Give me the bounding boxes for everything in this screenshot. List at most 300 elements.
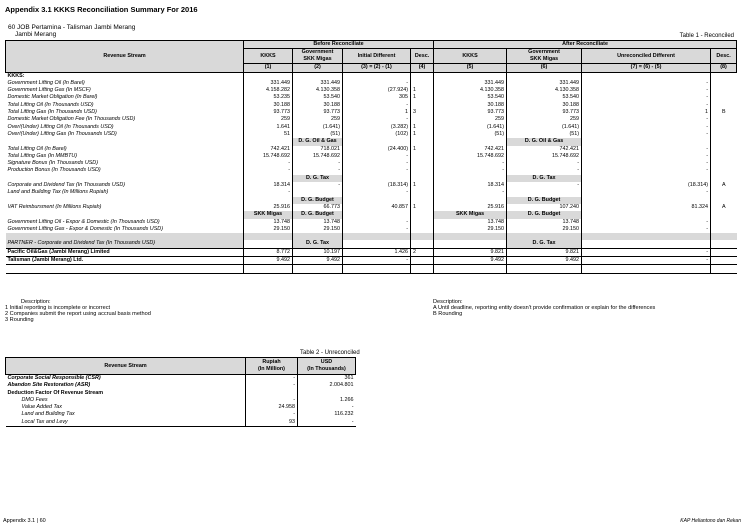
t2-usd-label: USD [320, 359, 333, 365]
cell-initial-diff: (18.314) [343, 182, 411, 189]
desc-left-item: 3 Rounding [5, 317, 34, 323]
cell-gov-before: 15.748.692 [293, 153, 343, 160]
col-revenue-stream: Revenue Stream [6, 41, 244, 73]
spacer-cell [244, 233, 293, 240]
cell-desc-before: 1 [411, 182, 434, 189]
closing-cell [711, 265, 737, 273]
cell-initial-diff: - [343, 116, 411, 123]
group-row [6, 72, 737, 80]
cell-desc-before [411, 102, 434, 109]
col-num-1: (1) [244, 64, 293, 72]
cell-kkks-after: 15.748.692 [434, 153, 507, 160]
row-label: Land and Building Tax [21, 411, 75, 418]
closing-cell [244, 265, 293, 273]
empty-cell [293, 72, 343, 80]
section-label [582, 138, 711, 145]
cell-usd: - [298, 419, 356, 427]
cell-unrec-diff: - [582, 257, 711, 265]
cell-usd: 116.232 [298, 411, 356, 418]
closing-cell [582, 265, 711, 273]
section-label: SKK Migas [244, 211, 293, 218]
row-label: VAT Reimbursment (In Millions Rupiah) [7, 203, 102, 210]
cell-desc-before [411, 257, 434, 265]
cell-rupiah: - [246, 397, 298, 404]
closing-cell [293, 265, 343, 273]
cell-kkks-before: 1.641 [244, 124, 293, 131]
cell-kkks-after: - [434, 167, 507, 174]
unreconciled-table [5, 357, 356, 427]
section-label: D. G. Budget [293, 197, 343, 204]
cell-rupiah: - [246, 411, 298, 418]
cell-unrec-diff: - [582, 80, 711, 87]
table-row [6, 182, 737, 189]
cell-desc-before [411, 116, 434, 123]
col-num-2: (2) [293, 64, 343, 72]
cell-desc-after [711, 153, 737, 160]
row-label: Signature Bonus (In Thousands USD) [7, 160, 98, 167]
deduction-row [6, 390, 356, 397]
section-spacer [6, 211, 244, 218]
row-label: Abandon Site Restoration (ASR) [7, 382, 91, 389]
row-label: Total Lifting Gas (In Thousands USD) [7, 109, 97, 116]
cell-gov-after: 15.748.692 [507, 153, 582, 160]
empty-cell [711, 72, 737, 80]
cell-kkks-before: 4.158.282 [244, 87, 293, 94]
closing-cell [411, 265, 434, 273]
row-label: Total Lifting Oil (In Thousands USD) [7, 101, 94, 108]
section-label [411, 197, 434, 204]
cell-gov-after: 13.748 [507, 219, 582, 226]
cell-desc-before: 1 [411, 124, 434, 131]
cell-gov-after: (51) [507, 131, 582, 138]
cell-initial-diff: (3.282) [343, 124, 411, 131]
section-label [244, 175, 293, 182]
cell-desc-before [411, 160, 434, 167]
section-label: D. G. Tax [507, 240, 582, 248]
cell-unrec-diff: - [582, 124, 711, 131]
t2-col-revenue: Revenue Stream [6, 358, 246, 375]
cell-gov-after: 29.150 [507, 226, 582, 233]
closing-row [6, 265, 737, 273]
table-row [6, 167, 737, 174]
cell-gov-before: 4.130.358 [293, 87, 343, 94]
cell-gov-before: 53.540 [293, 94, 343, 101]
spacer-cell [582, 233, 711, 240]
closing-cell [434, 265, 507, 273]
cell-kkks-before: 9.492 [244, 257, 293, 265]
cell-unrec-diff: - [582, 226, 711, 233]
cell-gov-after: - [507, 182, 582, 189]
cell-gov-after: 331.449 [507, 80, 582, 87]
section-label [411, 175, 434, 182]
desc-right-item: B Rounding [433, 311, 463, 317]
cell-usd: 1.266 [298, 397, 356, 404]
cell-initial-diff: (24.400) [343, 146, 411, 153]
desc-left-item: 2 Companies submit the report using accrual basis method [5, 311, 151, 317]
cell-initial-diff: (27.924) [343, 87, 411, 94]
cell-gov-after [507, 189, 582, 196]
cell-desc-before: 1 [411, 204, 434, 211]
cell-kkks-before: - [244, 160, 293, 167]
cell-gov-after: 30.188 [507, 102, 582, 109]
page-title: Appendix 3.1 KKKS Reconciliation Summary For 2016 [5, 5, 198, 14]
empty-cell [246, 390, 298, 397]
cell-gov-after: 53.540 [507, 94, 582, 101]
col-num-7: (7) = (6) - (5) [582, 64, 711, 72]
cell-desc-after [711, 167, 737, 174]
row-label: Over/(Under) Lifting Oil (In Thousands USD) [7, 123, 114, 130]
cell-unrec-diff: - [582, 219, 711, 226]
cell-desc-before: 1 [411, 131, 434, 138]
section-spacer [6, 138, 244, 145]
skk-label: SKK Migas [303, 56, 332, 63]
cell-rupiah: - [246, 375, 298, 383]
section-label [582, 211, 711, 218]
cell-gov-before: - [293, 182, 343, 189]
section-label [343, 211, 411, 218]
spacer-cell [293, 233, 343, 240]
cell-kkks-after: 93.773 [434, 109, 507, 116]
cell-desc-after [711, 94, 737, 101]
cell-desc-before: 1 [411, 146, 434, 153]
row-label: Corporate Social Responsible (CSR) [7, 375, 101, 381]
table-row [6, 404, 356, 411]
section-label: D. G. Budget [507, 197, 582, 204]
cell-gov-after: 93.773 [507, 109, 582, 116]
spacer-cell [411, 233, 434, 240]
cell-kkks-after: 4.130.358 [434, 87, 507, 94]
cell-desc-before: 3 [411, 109, 434, 116]
section-label [411, 138, 434, 145]
table-row [6, 109, 737, 116]
section-label [711, 175, 737, 182]
cell-kkks-after: 13.748 [434, 219, 507, 226]
cell-kkks-before: 18.314 [244, 182, 293, 189]
t2-usd-unit: (In Thousands) [307, 366, 346, 372]
cell-kkks-after: 259 [434, 116, 507, 123]
cell-desc-before: 1 [411, 94, 434, 101]
table-row [6, 87, 737, 94]
row-label: Corporate and Dividend Tax (In Thousands USD) [7, 182, 126, 189]
cell-initial-diff: 40.857 [343, 204, 411, 211]
partner-header-row [6, 240, 737, 248]
cell-gov-before: - [293, 167, 343, 174]
cell-desc-before: 2 [411, 248, 434, 256]
section-label [244, 197, 293, 204]
cell-kkks-after: 9.492 [434, 257, 507, 265]
cell-desc-before [411, 219, 434, 226]
section-label [343, 175, 411, 182]
cell-unrec-diff: (18.314) [582, 182, 711, 189]
cell-desc-after [711, 146, 737, 153]
cell-unrec-diff: - [582, 102, 711, 109]
col-kkks-after: KKKS [434, 49, 507, 64]
row-label: Pacific Oil&Gas (Jambi Merang) Limited [6, 248, 244, 256]
col-num-4: (4) [411, 64, 434, 72]
section-label [711, 197, 737, 204]
row-label: DMO Fees [21, 396, 48, 403]
cell-kkks-before: 93.773 [244, 109, 293, 116]
cell-rupiah: 93 [246, 419, 298, 427]
cell-kkks-after: 25.916 [434, 204, 507, 211]
partner-label: PARTNER - Corporate and Dividend Tax (In Thousands USD) [6, 240, 244, 248]
t2-col-usd [298, 358, 356, 375]
col-desc-before: Desc. [411, 49, 434, 64]
cell-initial-diff: (102) [343, 131, 411, 138]
section-label: D. G. Tax [293, 175, 343, 182]
gov-label: Government [528, 49, 560, 56]
cell-gov-before: (1.641) [293, 124, 343, 131]
table-row [6, 124, 737, 131]
empty-cell [343, 72, 411, 80]
cell-gov-before: 10.197 [293, 248, 343, 256]
cell-kkks-before: 15.748.692 [244, 153, 293, 160]
cell-desc-after [711, 160, 737, 167]
table2-label: Table 2 - Unreconciled [300, 350, 360, 356]
cell-gov-before: 13.748 [293, 219, 343, 226]
cell-usd: 2.004.801 [298, 382, 356, 389]
col-initial-diff: Initial Different [343, 49, 411, 64]
cell-kkks-before: 259 [244, 116, 293, 123]
section-label: D. G. Oil & Gas [293, 138, 343, 145]
cell-desc-before [411, 153, 434, 160]
table-row [6, 248, 737, 256]
cell-gov-after: 9.492 [507, 257, 582, 265]
cell-gov-after: 259 [507, 116, 582, 123]
col-desc-after: Desc. [711, 49, 737, 64]
cell-initial-diff: - [343, 219, 411, 226]
t2-col-rupiah [246, 358, 298, 375]
cell-initial-diff: - [343, 167, 411, 174]
cell-kkks-after: (1.641) [434, 124, 507, 131]
cell-initial-diff: - [343, 257, 411, 265]
cell-kkks-before: 742.421 [244, 146, 293, 153]
group-before: Before Reconciliate [244, 41, 434, 49]
cell-gov-before: 718.021 [293, 146, 343, 153]
col-num-8: (8) [711, 64, 737, 72]
subtitle-region: Jambi Merang [15, 31, 57, 38]
cell-desc-after [711, 189, 737, 196]
section-label: D. G. Budget [507, 211, 582, 218]
cell-desc-after: B [711, 109, 737, 116]
section-label [711, 211, 737, 218]
col-kkks-before: KKKS [244, 49, 293, 64]
cell-gov-before: 29.150 [293, 226, 343, 233]
reconciled-table [5, 40, 737, 274]
col-num-6: (6) [507, 64, 582, 72]
row-label: Talisman (Jambi Merang) Ltd. [6, 257, 244, 265]
cell-unrec-diff: - [582, 146, 711, 153]
cell-kkks-after: - [434, 189, 507, 196]
cell-desc-after [711, 124, 737, 131]
cell-initial-diff: 1.426 [343, 248, 411, 256]
group-after: After Reconciliate [434, 41, 737, 49]
cell-kkks-before: 25.916 [244, 204, 293, 211]
cell-gov-before: 93.773 [293, 109, 343, 116]
section-dg-tax [6, 175, 737, 182]
table-row [6, 257, 737, 265]
cell-gov-after: 742.421 [507, 146, 582, 153]
cell-initial-diff: - [343, 189, 411, 196]
section-label: D. G. Tax [293, 240, 343, 248]
section-dg-budget [6, 197, 737, 204]
cell-initial-diff: 305 [343, 94, 411, 101]
cell-initial-diff: - [343, 80, 411, 87]
section-label: D. G. Oil & Gas [507, 138, 582, 145]
footer-right: KAP Heliantono dan Rekan [680, 518, 741, 524]
section-label [434, 240, 507, 248]
cell-desc-after [711, 257, 737, 265]
col-gov-after [507, 49, 582, 64]
spacer-cell [434, 233, 507, 240]
cell-unrec-diff: 1 [582, 109, 711, 116]
table-row [6, 397, 356, 404]
cell-kkks-after: 30.188 [434, 102, 507, 109]
description-left [5, 299, 151, 323]
closing-cell [343, 265, 411, 273]
row-label: Over/(Under) Lifting Gas (In Thousands USD) [7, 130, 117, 137]
cell-gov-after: 9.821 [507, 248, 582, 256]
closing-cell [507, 265, 582, 273]
cell-kkks-before: 30.188 [244, 102, 293, 109]
desc-left-title: Description: [21, 299, 51, 305]
cell-initial-diff: - [343, 160, 411, 167]
cell-initial-diff: - [343, 226, 411, 233]
group-kkks-label: KKKS: [7, 72, 25, 79]
spacer-cell [507, 233, 582, 240]
table-row [6, 80, 737, 87]
cell-kkks-before: 331.449 [244, 80, 293, 87]
cell-unrec-diff: - [582, 160, 711, 167]
section-label [434, 138, 507, 145]
cell-kkks-after: - [434, 160, 507, 167]
row-label: Domestic Market Obligation Fee (In Thousands USD) [7, 116, 136, 123]
col-gov-before [293, 49, 343, 64]
empty-cell [411, 72, 434, 80]
subtitle: 60 JOB Pertamina - Talisman Jambi Merang [8, 24, 136, 31]
closing-cell [6, 265, 244, 273]
table-row [6, 219, 737, 226]
spacer-row [6, 233, 737, 240]
skk-label: SKK Migas [529, 56, 559, 63]
cell-kkks-before: - [244, 167, 293, 174]
cell-kkks-after: (51) [434, 131, 507, 138]
table1-label: Table 1 - Reconciled [679, 33, 734, 39]
cell-gov-before: (51) [293, 131, 343, 138]
cell-unrec-diff: 81.324 [582, 204, 711, 211]
section-label: SKK Migas [434, 211, 507, 218]
cell-desc-after: A [711, 182, 737, 189]
description-right [433, 299, 655, 317]
table-row [6, 131, 737, 138]
cell-kkks-before: 13.748 [244, 219, 293, 226]
section-label [434, 175, 507, 182]
section-skk-migas [6, 211, 737, 218]
row-label: Government Lifting Oil - Expor & Domestic (In Thousands USD) [7, 218, 160, 225]
table-row [6, 102, 737, 109]
section-label [582, 197, 711, 204]
cell-gov-before: - [293, 160, 343, 167]
cell-unrec-diff: - [582, 131, 711, 138]
row-label: Land and Building Tax (In Millions Rupiah) [7, 189, 109, 196]
cell-kkks-after: 18.314 [434, 182, 507, 189]
cell-desc-after: A [711, 204, 737, 211]
table-row [6, 146, 737, 153]
row-label: Total Lifting Gas (In MMBTU) [7, 152, 78, 159]
section-label [411, 240, 434, 248]
col-unrec-diff: Unreconciled Different [582, 49, 711, 64]
cell-usd: 361 [298, 375, 356, 383]
section-dg-oil-gas [6, 138, 737, 145]
gov-label: Government [301, 49, 334, 56]
cell-gov-after: (1.641) [507, 124, 582, 131]
cell-kkks-before: 8.772 [244, 248, 293, 256]
row-label: Local Tax and Levy [6, 419, 246, 427]
section-label [711, 138, 737, 145]
section-spacer [6, 175, 244, 182]
row-label: Value Added Tax [21, 404, 62, 411]
t2-rupiah-label: Rupiah [262, 359, 281, 365]
section-label [582, 240, 711, 248]
cell-desc-before [411, 226, 434, 233]
cell-desc-after [711, 102, 737, 109]
table-row [6, 116, 737, 123]
empty-cell [582, 72, 711, 80]
cell-kkks-after: 331.449 [434, 80, 507, 87]
cell-unrec-diff: - [582, 87, 711, 94]
col-num-5: (5) [434, 64, 507, 72]
row-label: Domestic Market Obligation (In Barel) [7, 94, 98, 101]
cell-unrec-diff: - [582, 189, 711, 196]
cell-kkks-before: 29.150 [244, 226, 293, 233]
cell-initial-diff: - [343, 153, 411, 160]
table-row [6, 94, 737, 101]
section-label [434, 197, 507, 204]
deduction-label: Deduction Factor Of Revenue Stream [7, 389, 104, 396]
table-row [6, 226, 737, 233]
table-row [6, 419, 356, 427]
table-row [6, 411, 356, 418]
cell-kkks-before: 51 [244, 131, 293, 138]
col-num-3: (3) = (2) - (1) [343, 64, 411, 72]
cell-desc-after [711, 226, 737, 233]
cell-unrec-diff: - [582, 94, 711, 101]
empty-cell [298, 390, 356, 397]
cell-unrec-diff: - [582, 248, 711, 256]
table-row [6, 189, 737, 196]
t2-rupiah-unit: (In Million) [258, 366, 285, 372]
section-label [411, 211, 434, 218]
cell-desc-after [711, 248, 737, 256]
cell-gov-before: 30.188 [293, 102, 343, 109]
cell-kkks-after: 29.150 [434, 226, 507, 233]
cell-kkks-after: 53.540 [434, 94, 507, 101]
cell-gov-before: 331.449 [293, 80, 343, 87]
table-row [6, 382, 356, 389]
desc-right-title: Description: [433, 299, 463, 305]
table-row [6, 160, 737, 167]
section-label [343, 240, 411, 248]
row-label: Production Bonus (In Thousands USD) [7, 167, 101, 174]
cell-gov-after: - [507, 160, 582, 167]
cell-kkks-before: - [244, 189, 293, 196]
cell-rupiah: 24.958 [246, 404, 298, 411]
cell-desc-after [711, 131, 737, 138]
table-row [6, 375, 356, 383]
cell-unrec-diff: - [582, 167, 711, 174]
cell-desc-before [411, 80, 434, 87]
cell-desc-after [711, 87, 737, 94]
